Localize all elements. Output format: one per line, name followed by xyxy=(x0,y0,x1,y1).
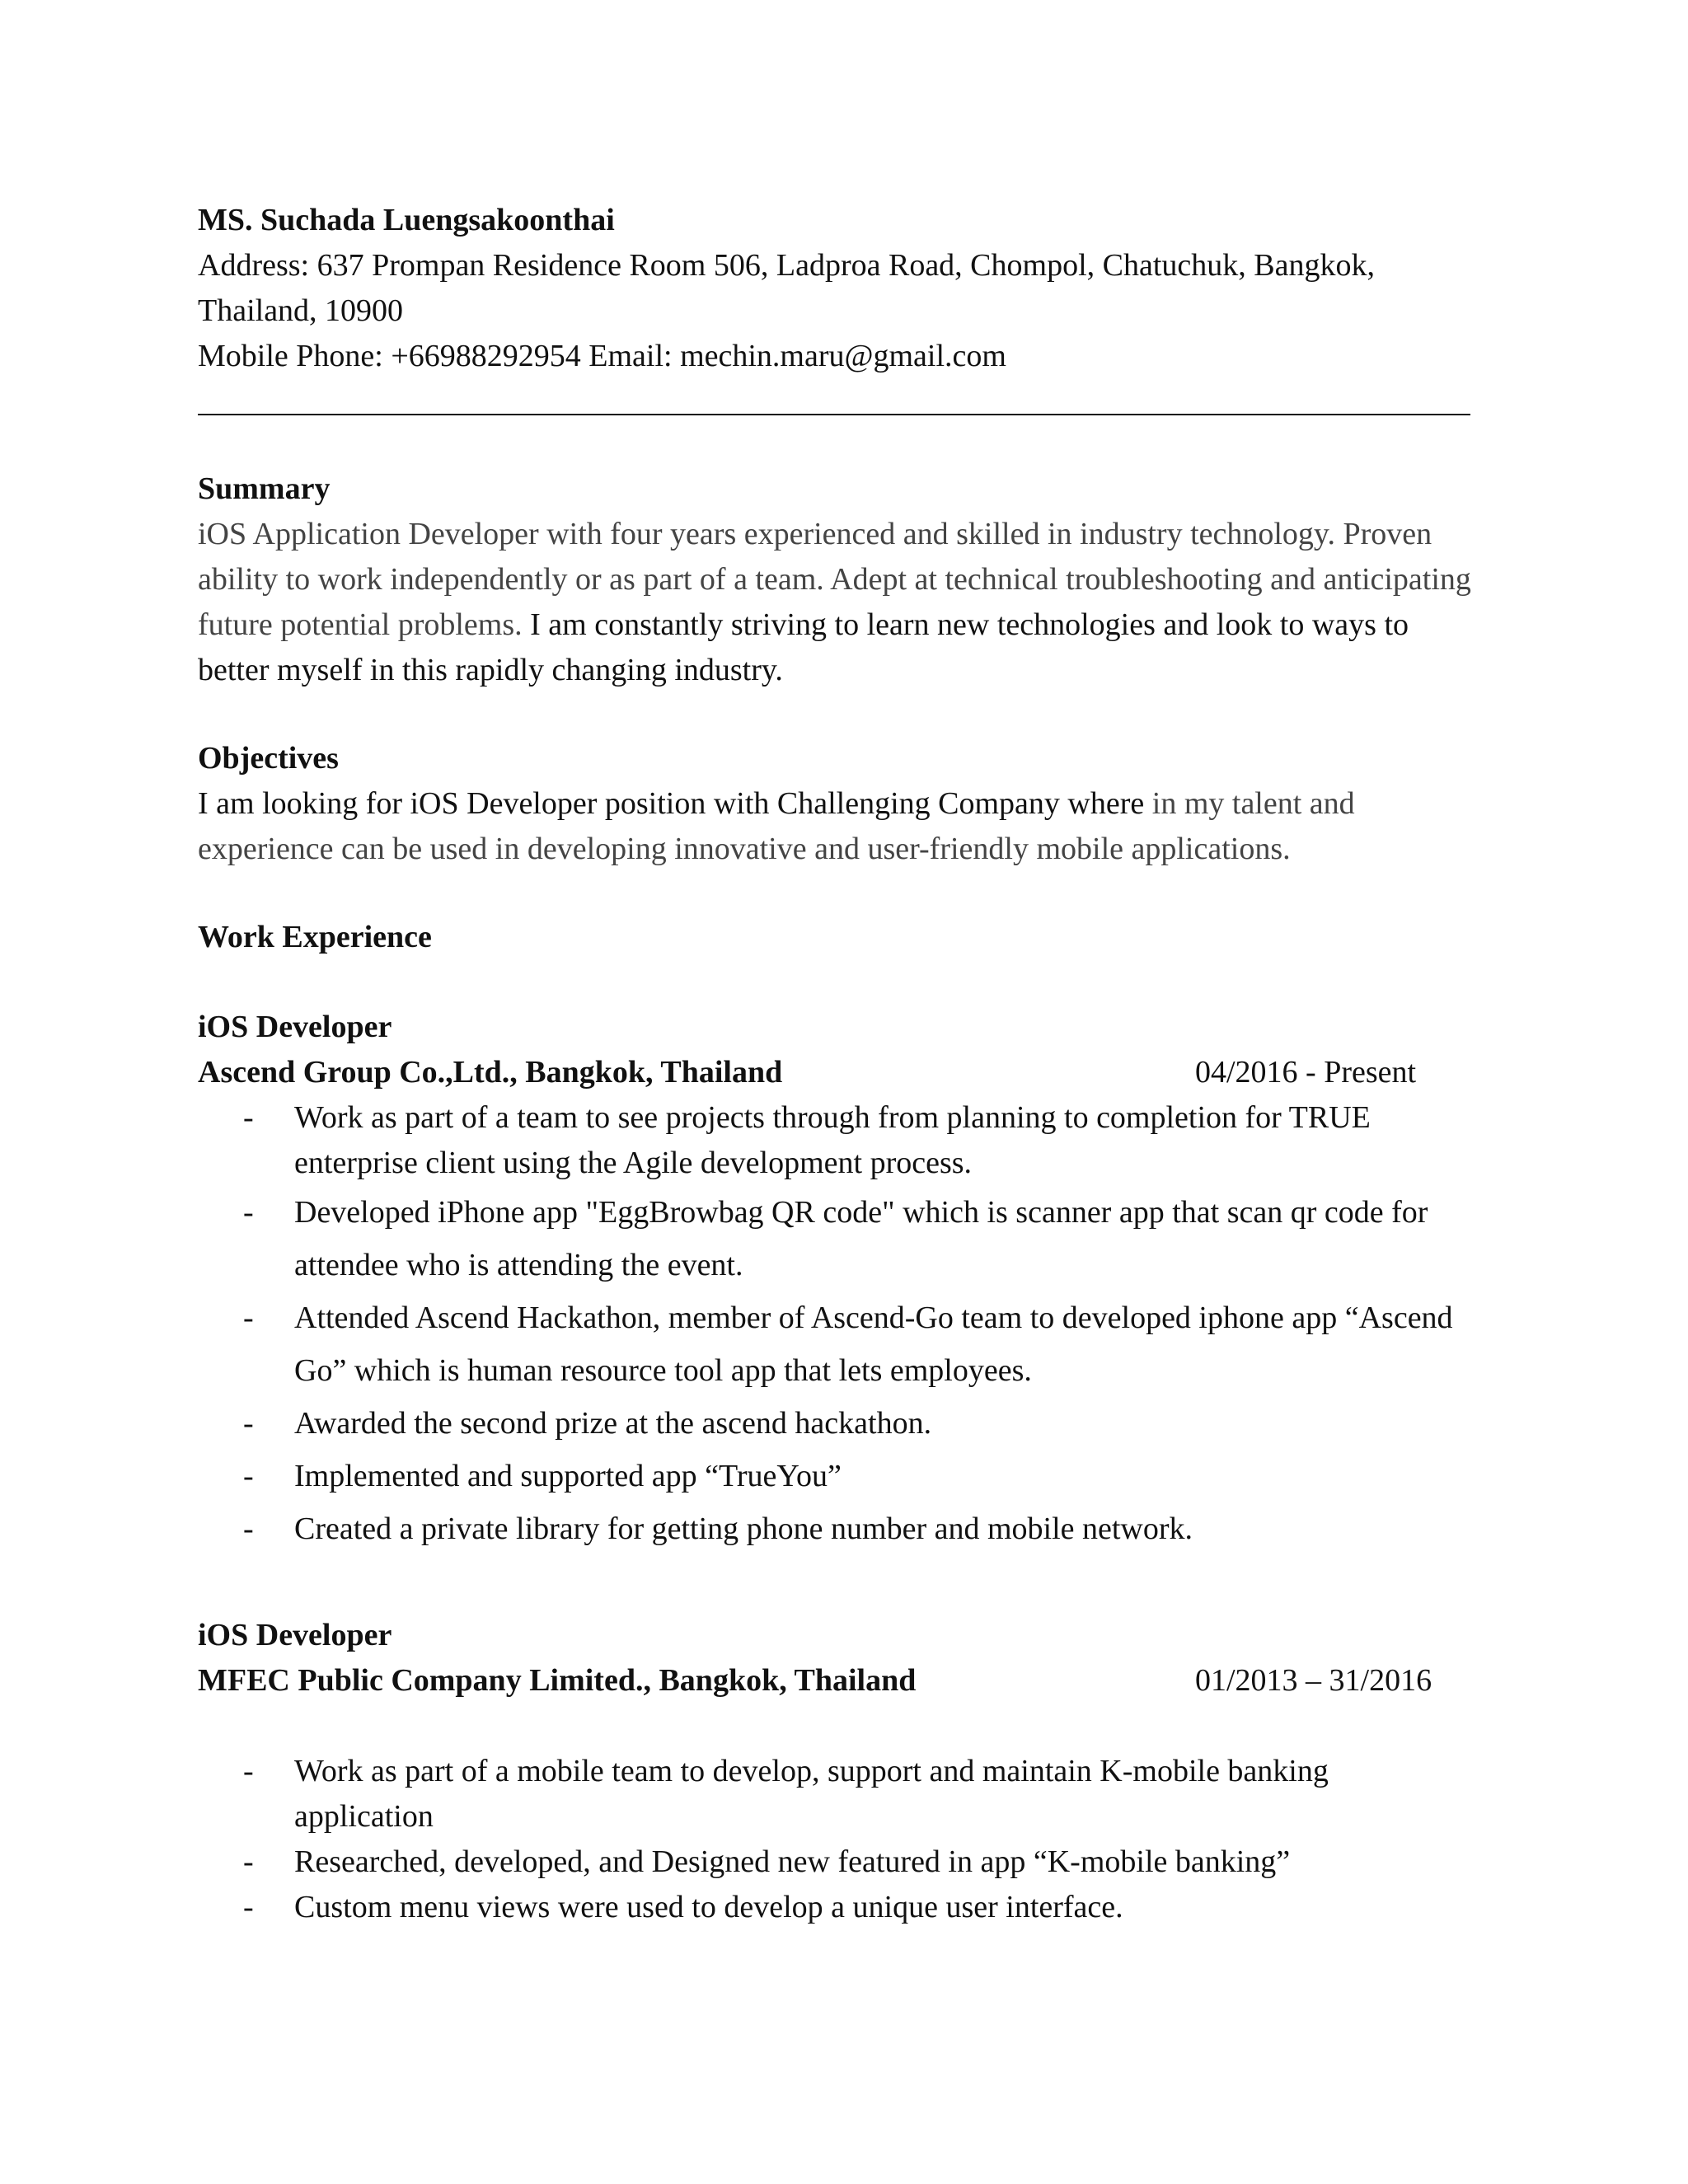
job-company-row xyxy=(198,1658,1432,1704)
contact-line: Mobile Phone: +66988292954 Email: mechin.maru@gmail.com xyxy=(198,339,1006,373)
bullet-dash: - xyxy=(243,1890,254,1924)
header-divider xyxy=(198,414,1470,415)
bullet-text: Created a private library for getting phone number and mobile network. xyxy=(294,1511,1193,1546)
bullet-dash: - xyxy=(243,1459,254,1493)
job-entry-ascend xyxy=(198,1005,1484,1555)
bullet-dash: - xyxy=(243,1301,254,1335)
objectives-text-muted: in my talent and experience can be used in developing innovative and user-friendly mobile applications. xyxy=(198,786,1355,866)
bullet-dash: - xyxy=(243,1100,254,1135)
resume-content xyxy=(198,198,1484,1930)
summary-text-main: I am constantly striving to learn new technologies and look to ways to better myself in this rapidly changing industry. xyxy=(198,607,1409,687)
list-item xyxy=(198,1840,1484,1885)
bullet-text: Attended Ascend Hackathon, member of Ascend-Go team to developed iphone app “Ascend Go” which is human resource tool app that lets employees. xyxy=(294,1301,1453,1388)
job-company: Ascend Group Co.,Ltd., Bangkok, Thailand xyxy=(198,1055,783,1090)
summary-heading: Summary xyxy=(198,471,331,506)
job-bullet-list xyxy=(198,1095,1484,1555)
objectives-text xyxy=(198,781,1434,872)
job-title: iOS Developer xyxy=(198,1010,392,1044)
bullet-text: Awarded the second prize at the ascend hackathon. xyxy=(294,1406,932,1441)
job-company: MFEC Public Company Limited., Bangkok, Thailand xyxy=(198,1663,917,1698)
job-entry-mfec xyxy=(198,1613,1484,1930)
bullet-text: Researched, developed, and Designed new featured in app “K-mobile banking” xyxy=(294,1844,1291,1879)
summary-text xyxy=(198,512,1475,693)
summary-text-muted: iOS Application Developer with four years experienced and skilled in industry technology. Proven ability to work independently or as part of a team. Adept at technical troubleshooting and anticipating future potential problems. xyxy=(198,517,1471,642)
objectives-text-main: I am looking for iOS Developer position with Challenging Company where xyxy=(198,786,1145,821)
summary-section xyxy=(198,466,1484,693)
list-item xyxy=(198,1095,1465,1186)
list-item xyxy=(198,1397,1484,1450)
job-title: iOS Developer xyxy=(198,1618,392,1652)
list-item xyxy=(198,1186,1481,1291)
job-bullet-list xyxy=(198,1749,1484,1930)
resume-header xyxy=(198,198,1484,379)
bullet-text: Developed iPhone app "EggBrowbag QR code" which is scanner app that scan qr code for attendee who is attending the event. xyxy=(294,1195,1428,1282)
list-item xyxy=(198,1450,1484,1502)
bullet-dash: - xyxy=(243,1406,254,1441)
list-item xyxy=(198,1291,1481,1397)
work-experience-section xyxy=(198,915,1484,1930)
objectives-section xyxy=(198,736,1484,872)
bullet-dash: - xyxy=(243,1195,254,1230)
objectives-heading: Objectives xyxy=(198,741,339,776)
bullet-text: Implemented and supported app “TrueYou” xyxy=(294,1459,842,1493)
bullet-text: Work as part of a team to see projects through from planning to completion for TRUE enterprise client using the Agile development process. xyxy=(294,1100,1371,1180)
address-line-2: Thailand, 10900 xyxy=(198,293,404,328)
job-dates: 01/2013 – 31/2016 xyxy=(1195,1663,1432,1698)
bullet-dash: - xyxy=(243,1754,254,1788)
work-experience-heading: Work Experience xyxy=(198,920,432,954)
job-dates: 04/2016 - Present xyxy=(1195,1055,1417,1090)
bullet-dash: - xyxy=(243,1511,254,1546)
address-line-1: Address: 637 Prompan Residence Room 506, Ladproa Road, Chompol, Chatuchuk, Bangkok, xyxy=(198,248,1375,283)
job-company-row xyxy=(198,1050,1426,1095)
list-item xyxy=(198,1502,1484,1555)
bullet-text: Custom menu views were used to develop a unique user interface. xyxy=(294,1890,1123,1924)
bullet-text: Work as part of a mobile team to develop, support and maintain K-mobile banking application xyxy=(294,1754,1329,1834)
list-item xyxy=(198,1885,1484,1930)
list-item xyxy=(198,1749,1465,1840)
bullet-dash: - xyxy=(243,1844,254,1879)
candidate-name: MS. Suchada Luengsakoonthai xyxy=(198,203,615,237)
